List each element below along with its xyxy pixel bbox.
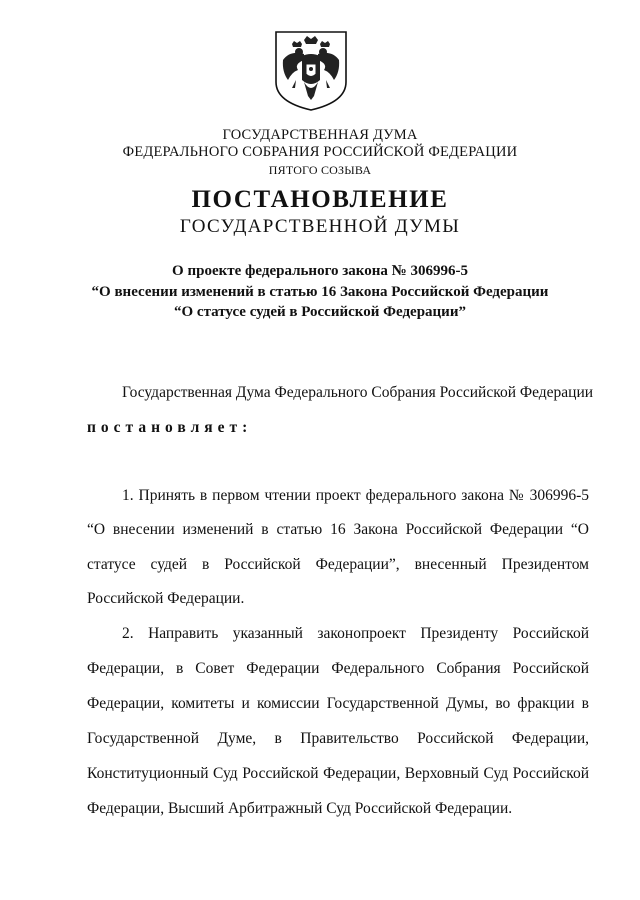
coat-of-arms-emblem [274,30,348,112]
header-line-2: ФЕДЕРАЛЬНОГО СОБРАНИЯ РОССИЙСКОЙ ФЕДЕРАЦИИ [122,144,518,160]
paragraph-2-line: Государственной Думе, в Правительство Российской Федерации, [87,730,589,747]
paragraph-2-line: Федерации, в Совет Федерации Федерального Собрания Российской [87,660,589,677]
paragraph-2-line: 2. Направить указанный законопроект Президенту Российской [122,625,589,642]
paragraph-2-line: Федерации, комитеты и комиссии Государственной Думы, во фракции в [87,695,589,712]
paragraph-1-line: 1. Принять в первом чтении проект федерального закона № 306996-5 [122,487,589,504]
paragraph-1-line: Российской Федерации. [87,590,245,607]
paragraph-2-line: Конституционный Суд Российской Федерации, Верховный Суд Российской [87,765,589,782]
intro-text: Государственная Дума Федерального Собрания Российской Федерации [122,384,594,401]
header-line-3: ПЯТОГО СОЗЫВА [268,163,372,177]
subject-line-1: О проекте федерального закона № 306996-5 [172,263,468,279]
paragraph-1-line: статусе судей в Российской Федерации”, внесенный Президентом [87,556,589,573]
decree-word: постановляет: [87,419,253,436]
paragraph-1-line: “О внесении изменений в статью 16 Закона Российской Федерации “О [87,521,589,538]
header-line-1: ГОСУДАРСТВЕННАЯ ДУМА [222,127,418,143]
subject-line-3: “О статусе судей в Российской Федерации” [174,304,466,320]
document-title: ПОСТАНОВЛЕНИЕ [191,186,449,213]
subject-line-2: “О внесении изменений в статью 16 Закона Российской Федерации [91,284,549,300]
paragraph-2-line: Федерации, Высший Арбитражный Суд Российской Федерации. [87,800,513,817]
document-subtitle: ГОСУДАРСТВЕННОЙ ДУМЫ [179,216,461,237]
